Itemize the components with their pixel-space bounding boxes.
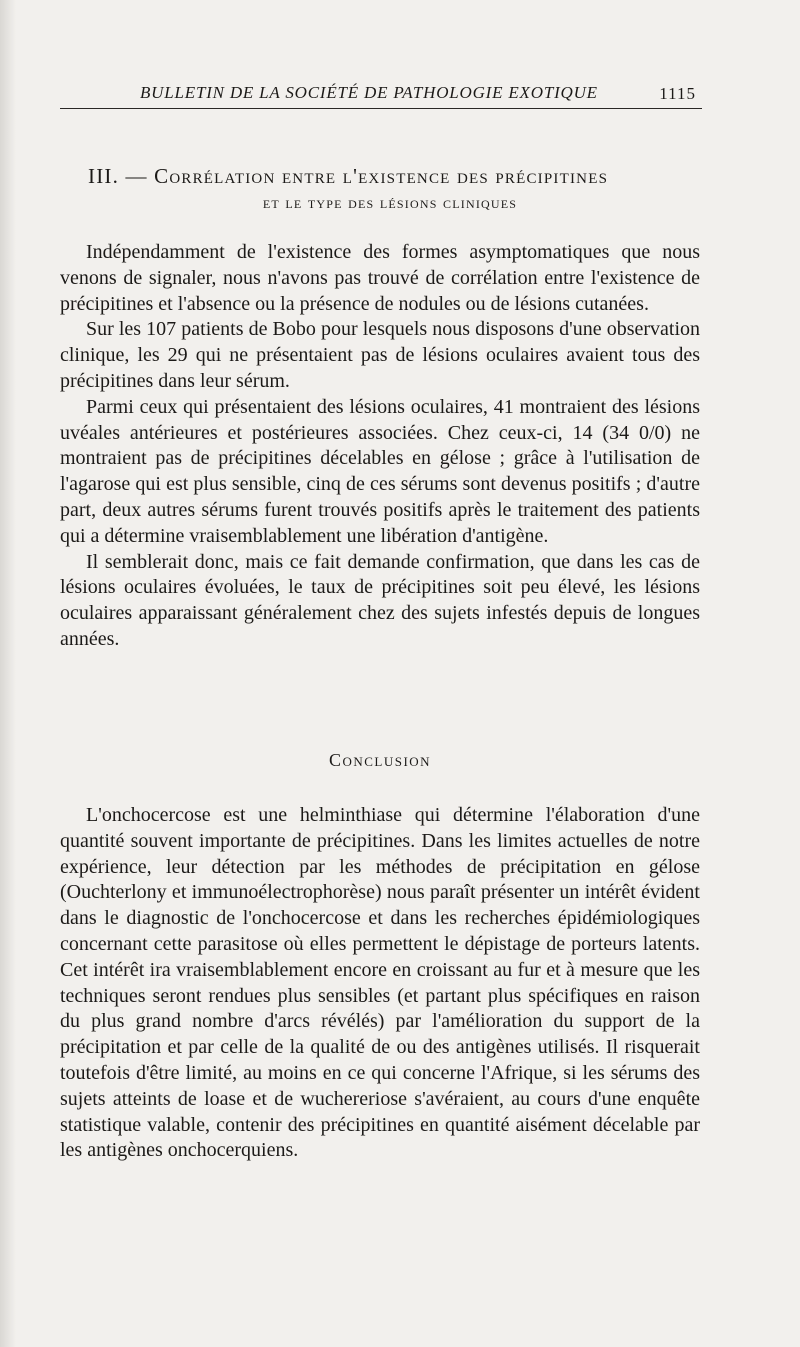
paragraph: Parmi ceux qui présentaient des lésions oculaires, 41 montraient des lésions uvéales antérieures et postérieures associées. Chez ceux-ci, 14 (34 0/0) ne montraient pas de précipitines décelables en gélose ; grâce à l'utilisation de l'agarose qui est plus sensible, cinq de ces sérums sont devenus positifs ; d'autre part, deux autres sérums furent trouvés positifs après le traitement des patients qui a détermine vraisemblablement une libération d'antigène. xyxy=(60,395,700,547)
paragraph: Indépendamment de l'existence des formes asymptomatiques que nous venons de signaler, nous n'avons pas trouvé de corrélation entre l'existence de précipitines et l'absence ou la présence de nodules ou de lésions cutanées. xyxy=(60,241,700,315)
section-body xyxy=(60,240,700,653)
paragraph: Il semblerait donc, mais ce fait demande confirmation, que dans les cas de lésions oculaires évoluées, le taux de précipitines soit peu élevé, les lésions oculaires apparaissant généralement chez des sujets infestés depuis de longues années. xyxy=(60,550,700,650)
conclusion-paragraph: L'onchocercose est une helminthiase qui détermine l'élaboration d'une quantité souvent importante de précipitines. Dans les limites actuelles de notre expérience, leur détection par les méthodes de précipitation en gélose (Ouchterlony et immunoélectrophorèse) nous paraît présenter un intérêt évident dans le diagnostic de l'onchocercose et dans les recherches épidémiologiques concernant cette parasitose où elles permettent le dépistage de porteurs latents. Cet intérêt ira vraisemblablement encore en croissant au fur et à mesure que les techniques seront rendues plus sensibles (et partant plus spécifiques en raison du plus grand nombre d'arcs révélés) par l'amélioration du support de la précipitation et par celle de la qualité de ou des antigènes utilisés. Il risquerait toutefois d'être limité, au moins en ce qui concerne l'Afrique, si les sérums des sujets atteints de loase et de wuchereriose s'avéraient, au cours d'une enquête statistique valable, contenir des précipitines en quantité aisément décelable par les antigènes onchocerquiens. xyxy=(60,804,700,1162)
paragraph: Sur les 107 patients de Bobo pour lesquels nous disposons d'une observation clinique, les 29 qui ne présentaient pas de lésions oculaires avaient tous des précipitines dans leur sérum. xyxy=(60,318,700,392)
conclusion-body xyxy=(60,803,700,1164)
journal-title: BULLETIN DE LA SOCIÉTÉ DE PATHOLOGIE EXOTIQUE xyxy=(140,83,598,102)
section-heading-line2: et le type des lésions cliniques xyxy=(262,193,518,212)
section-heading-line1: III. — Corrélation entre l'existence des précipitines xyxy=(88,164,609,188)
header-rule xyxy=(60,108,702,109)
page-number: 1115 xyxy=(659,84,696,103)
running-head xyxy=(60,78,710,112)
conclusion-heading: Conclusion xyxy=(328,750,432,770)
page-edge xyxy=(0,0,16,1347)
